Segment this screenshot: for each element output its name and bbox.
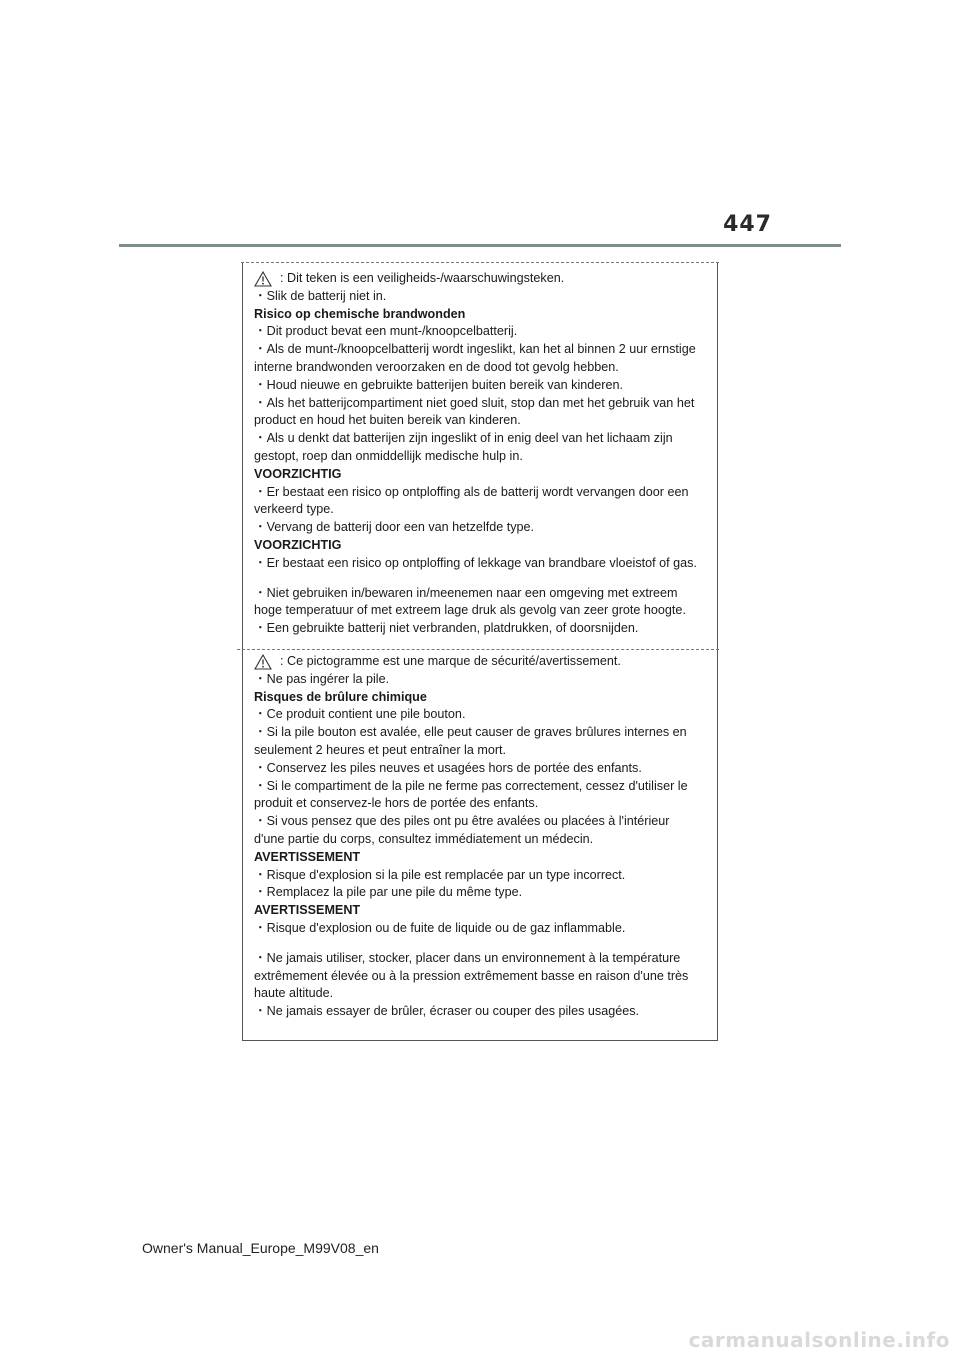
warning-line: ・Ne jamais utiliser, stocker, placer dans un environnement à la température	[254, 950, 681, 965]
french-symbol-text: : Ce pictogramme est une marque de sécurité/avertissement.	[280, 654, 621, 668]
warning-line: ・Dit product bevat een munt-/knoopcelbatterij.	[254, 324, 518, 339]
warning-line: d'une partie du corps, consultez immédiatement un médecin.	[254, 831, 594, 846]
section-divider	[237, 649, 719, 650]
section-heading: Risques de brûlure chimique	[254, 689, 427, 704]
warning-line: ・Niet gebruiken in/bewaren in/meenemen naar een omgeving met extreem	[254, 585, 678, 600]
warning-line: extrêmement élevée ou à la pression extrêmement basse en raison d'une très	[254, 968, 689, 983]
section-heading: Risico op chemische brandwonden	[254, 306, 466, 321]
manual-footer: Owner's Manual_Europe_M99V08_en	[142, 1240, 379, 1256]
warning-triangle-icon	[254, 654, 272, 670]
section-heading: VOORZICHTIG	[254, 537, 342, 552]
french-lines	[254, 671, 711, 1021]
warning-line: ・Remplacez la pile par une pile du même type.	[254, 885, 523, 900]
dutch-lines	[254, 288, 711, 638]
warning-line: ・Conservez les piles neuves et usagées hors de portée des enfants.	[254, 760, 642, 775]
dutch-symbol-line	[254, 270, 711, 288]
warning-line: ・Ne pas ingérer la pile.	[254, 671, 390, 686]
warning-line: ・Er bestaat een risico op ontploffing als de batterij wordt vervangen door een	[254, 484, 689, 499]
warning-line: ・Als u denkt dat batterijen zijn ingeslikt of in enig deel van het lichaam zijn	[254, 431, 673, 446]
french-warning-section	[254, 653, 711, 1021]
warning-line: ・Als de munt-/knoopcelbatterij wordt ingeslikt, kan het al binnen 2 uur ernstige	[254, 342, 696, 357]
warning-line: ・Ne jamais essayer de brûler, écraser ou couper des piles usagées.	[254, 1004, 640, 1019]
warning-line: ・Een gebruikte batterij niet verbranden, platdrukken, of doorsnijden.	[254, 621, 639, 636]
warning-line: verkeerd type.	[254, 502, 334, 517]
warning-line: gestopt, roep dan onmiddellijk medische hulp in.	[254, 448, 523, 463]
warning-line: ・Slik de batterij niet in.	[254, 288, 387, 303]
warning-line: product en houd het buiten bereik van kinderen.	[254, 413, 521, 428]
page-number: 447	[723, 212, 772, 237]
section-heading: AVERTISSEMENT	[254, 849, 361, 864]
header-rule	[119, 244, 841, 247]
dutch-warning-section	[254, 270, 711, 638]
warning-line: ・Houd nieuwe en gebruikte batterijen buiten bereik van kinderen.	[254, 377, 623, 392]
warning-triangle-icon	[254, 271, 272, 287]
warning-line: seulement 2 heures et peut entraîner la mort.	[254, 742, 507, 757]
warning-line: ・Si vous pensez que des piles ont pu être avalées ou placées à l'intérieur	[254, 814, 670, 829]
section-heading: AVERTISSEMENT	[254, 903, 361, 918]
warning-line: hoge temperatuur of met extreem lage druk als gevolg van zeer grote hoogte.	[254, 603, 686, 618]
battery-warning-label	[242, 262, 718, 1041]
warning-line: haute altitude.	[254, 986, 334, 1001]
warning-line: ・Si le compartiment de la pile ne ferme pas correctement, cessez d'utiliser le	[254, 778, 688, 793]
watermark: carmanualsonline.info	[688, 1328, 950, 1352]
dutch-symbol-text: : Dit teken is een veiligheids-/waarschuwingsteken.	[280, 271, 565, 285]
warning-line: ・Si la pile bouton est avalée, elle peut causer de graves brûlures internes en	[254, 725, 687, 740]
warning-line: ・Als het batterijcompartiment niet goed sluit, stop dan met het gebruik van het	[254, 395, 695, 410]
warning-line: ・Risque d'explosion si la pile est remplacée par un type incorrect.	[254, 867, 626, 882]
warning-line: interne brandwonden veroorzaken en de dood tot gevolg hebben.	[254, 359, 619, 374]
section-heading: VOORZICHTIG	[254, 466, 342, 481]
warning-line: ・Risque d'explosion ou de fuite de liquide ou de gaz inflammable.	[254, 920, 626, 935]
french-symbol-line	[254, 653, 711, 671]
warning-line: produit et conservez-le hors de portée des enfants.	[254, 796, 539, 811]
warning-line: ・Er bestaat een risico op ontploffing of lekkage van brandbare vloeistof of gas.	[254, 555, 697, 570]
warning-line: ・Ce produit contient une pile bouton.	[254, 707, 466, 722]
warning-line: ・Vervang de batterij door een van hetzelfde type.	[254, 520, 535, 535]
